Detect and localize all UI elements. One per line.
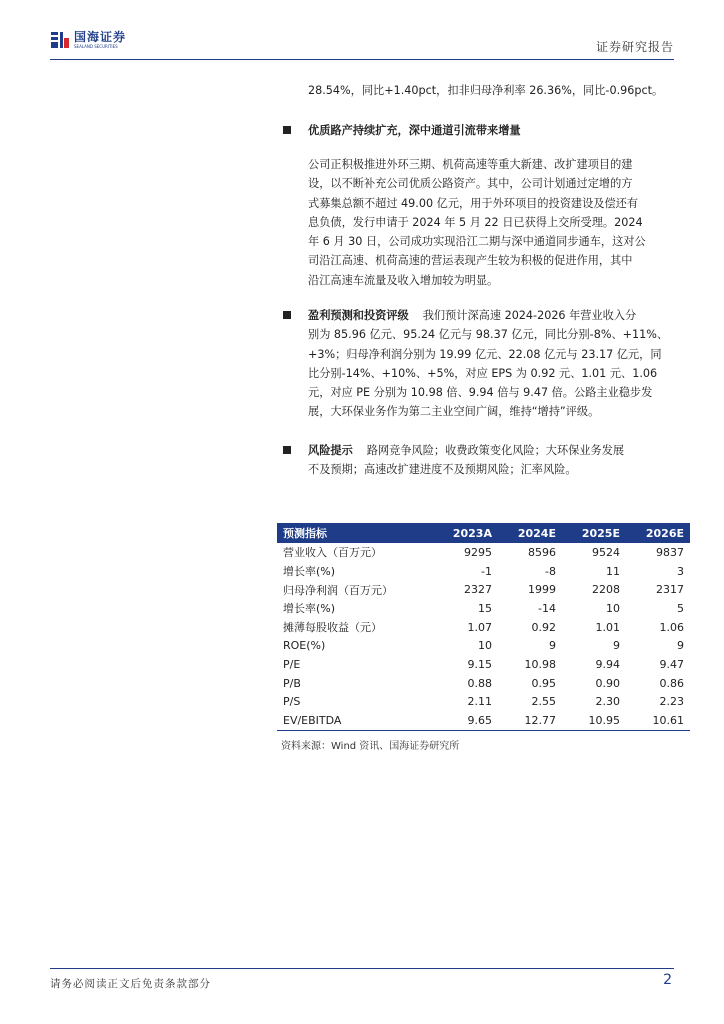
header-divider <box>50 59 674 60</box>
bullet-square-icon <box>283 446 291 454</box>
table-row <box>277 580 690 599</box>
forecast-table <box>277 523 690 731</box>
road-assets-paragraph <box>308 155 684 290</box>
value-cell: 10.98 <box>524 657 556 671</box>
value-cell: 9 <box>548 639 556 653</box>
table-source-note: 资料来源：Wind 资讯、国海证券研究所 <box>281 741 460 752</box>
value-cell: 2.55 <box>531 695 556 709</box>
section-risk-warning <box>283 441 684 480</box>
paragraph-line: 息负债，发行申请于 2024 年 5 月 22 日已获得上交所受理。2024 <box>308 215 643 229</box>
value-cell: 9.94 <box>595 657 620 671</box>
value-cell: 10 <box>605 601 620 615</box>
value-cell: 9.15 <box>467 657 492 671</box>
table-row <box>277 636 690 655</box>
value-cell: 1.06 <box>659 620 684 634</box>
bullet-square-icon <box>283 126 291 134</box>
section-earnings-forecast <box>283 306 684 422</box>
table-row <box>277 562 690 581</box>
row-label-cell: EV/EBITDA <box>277 711 433 730</box>
table-row <box>277 655 690 674</box>
section-title: 风险提示 <box>308 444 353 457</box>
section-title: 优质路产持续扩充，深中通道引流带来增量 <box>308 124 521 137</box>
intro-line: 28.54%，同比+1.40pct，扣非归母净利率 26.36%，同比-0.96pct。 <box>308 84 664 97</box>
table-row <box>277 674 690 693</box>
table-row <box>277 543 690 562</box>
column-header: 2026E <box>626 523 690 543</box>
value-cell: 1999 <box>527 583 556 597</box>
table-row <box>277 693 690 712</box>
value-cell: 2.11 <box>467 695 492 709</box>
paragraph-line: 公司正积极推进外环三期、机荷高速等重大新建、改扩建项目的建 <box>308 158 633 171</box>
value-cell: -8 <box>545 564 556 578</box>
document-type-label: 证券研究报告 <box>595 40 674 54</box>
disclaimer-note: 请务必阅读正文后免责条款部分 <box>50 978 211 990</box>
row-label-cell: P/B <box>283 676 301 690</box>
page-header <box>0 0 724 64</box>
column-header: 2024E <box>498 523 562 543</box>
value-cell: 10 <box>477 639 492 653</box>
paragraph-line: 式募集总额不超过 49.00 亿元，用于外环项目的投资建设及偿还有 <box>308 196 639 210</box>
footer-divider <box>50 968 674 969</box>
row-label-cell: 摊薄每股收益（元） <box>283 621 382 635</box>
value-cell: 11 <box>605 564 620 578</box>
table-header-row <box>277 523 690 543</box>
value-cell: 9 <box>677 639 684 653</box>
logo-mark-icon <box>50 30 70 50</box>
value-cell: 15 <box>477 601 492 615</box>
column-header: 2023A <box>433 523 498 543</box>
paragraph-line: 年 6 月 30 日，公司成功实现沿江二期与深中通道同步通车，这对公 <box>308 235 646 249</box>
paragraph-line: 不及预期；高速改扩建进度不及预期风险；汇率风险。 <box>308 463 577 477</box>
value-cell: 9524 <box>591 545 620 559</box>
section-title: 盈利预测和投资评级 <box>308 309 409 322</box>
value-cell: 9 <box>612 639 620 653</box>
value-cell: 0.95 <box>531 676 556 690</box>
row-label-cell: 归母净利润（百万元） <box>283 583 393 597</box>
value-cell: 8596 <box>527 545 556 559</box>
value-cell: 1.07 <box>467 620 492 634</box>
value-cell: 1.01 <box>595 620 620 634</box>
row-label-cell: 增长率(%) <box>283 565 336 579</box>
value-cell: 9.47 <box>659 657 684 671</box>
value-cell: 0.86 <box>659 676 684 690</box>
row-label-cell: 营业收入（百万元） <box>283 546 382 560</box>
logo-text: 国海证券 <box>74 30 127 44</box>
value-cell: 12.77 <box>498 711 562 730</box>
value-cell: 9.65 <box>433 711 498 730</box>
value-cell: 0.90 <box>595 676 620 690</box>
row-label-cell: P/E <box>283 657 301 671</box>
value-cell: -1 <box>481 564 492 578</box>
value-cell: 0.92 <box>531 620 556 634</box>
value-cell: 10.61 <box>626 711 690 730</box>
value-cell: 2327 <box>463 583 492 597</box>
value-cell: 2208 <box>591 583 620 597</box>
paragraph-line: +3%；归母净利润分别为 19.99 亿元、22.08 亿元与 23.17 亿元，同 <box>308 347 662 361</box>
value-cell: 5 <box>677 601 684 615</box>
paragraph-line: 元，对应 PE 分别为 10.98 倍、9.94 倍与 9.47 倍。公路主业稳步发 <box>308 386 653 400</box>
table-row <box>277 618 690 637</box>
row-label-cell: P/S <box>283 695 301 709</box>
value-cell: 10.95 <box>562 711 626 730</box>
page-number: 2 <box>663 972 672 988</box>
value-cell: 2317 <box>656 583 684 597</box>
section-heading-road-assets <box>283 121 684 140</box>
logo-subtext: SEALAND SECURITIES <box>74 44 118 49</box>
row-label-cell: 增长率(%) <box>283 602 336 616</box>
column-header: 2025E <box>562 523 626 543</box>
paragraph-line: 别为 85.96 亿元、95.24 亿元与 98.37 亿元，同比分别-8%、+11%、 <box>308 328 669 342</box>
paragraph-line: 展，大环保业务作为第二主业空间广阔，维持“增持”评级。 <box>308 405 600 419</box>
value-cell: 0.88 <box>467 676 492 690</box>
paragraph-line: 比分别-14%、+10%、+5%，对应 EPS 为 0.92 元、1.01 元、1.06 <box>308 366 658 380</box>
paragraph-line: 路网竞争风险；收费政策变化风险；大环保业务发展 <box>366 444 625 457</box>
bullet-square-icon <box>283 311 291 319</box>
value-cell: 9837 <box>656 545 684 559</box>
intro-paragraph <box>308 81 684 100</box>
value-cell: 2.30 <box>595 695 620 709</box>
value-cell: -14 <box>538 601 556 615</box>
value-cell: 3 <box>677 564 684 578</box>
paragraph-line: 设，以不断补充公司优质公路资产。其中，公司计划通过定增的方 <box>308 177 633 191</box>
paragraph-line: 司沿江高速、机荷高速的营运表现产生较为积极的促进作用，其中 <box>308 254 633 268</box>
table-row <box>277 711 690 730</box>
paragraph-line: 沿江高速车流量及收入增加较为明显。 <box>308 273 499 287</box>
company-logo <box>50 30 126 50</box>
value-cell: 9295 <box>463 545 492 559</box>
value-cell: 2.23 <box>659 695 684 709</box>
row-label-cell: ROE(%) <box>283 639 326 653</box>
table-row <box>277 599 690 618</box>
column-header: 预测指标 <box>277 523 433 543</box>
paragraph-line: 我们预计深高速 2024-2026 年营业收入分 <box>422 309 637 322</box>
